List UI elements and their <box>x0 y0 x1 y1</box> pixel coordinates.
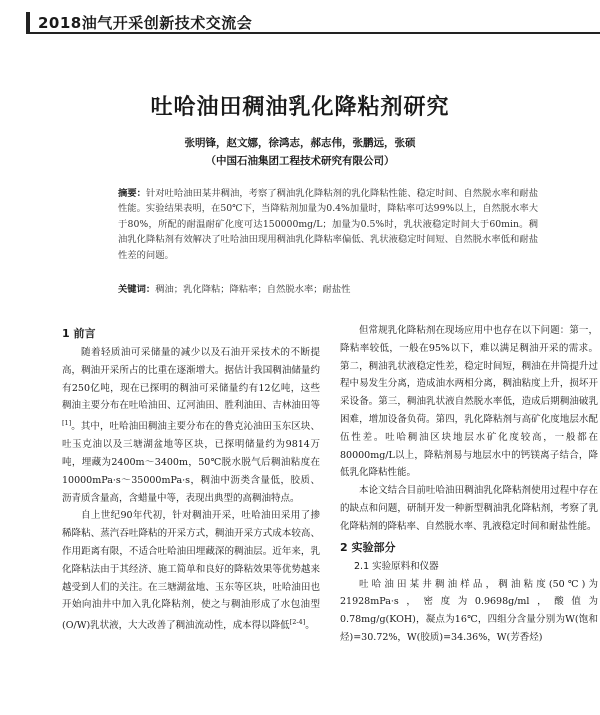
paragraph-5: 吐哈油田某井稠油样品，稠油粘度(50℃)为21928mPa·s，密度为0.9698g/ml，酸值为0.78mg/g(KOH)，凝点为16℃，四组分含量分别为W(饱和烃)=30.72%，W(胶质)=34.36%，W(芳香烃) <box>340 578 598 643</box>
abstract <box>118 186 538 263</box>
keywords-label: 关键词： <box>118 284 156 295</box>
paper-affiliation: （中国石油集团工程技术研究有限公司） <box>205 155 395 167</box>
paragraph-2-text: 自上世纪90年代初，针对稠油开采，吐哈油田采用了掺稀降粘、蒸汽吞吐降粘的开采方式，稠油开采方式成本较高、作用距离有限，不适合吐哈油田埋藏深的稠油层。近年来，乳化降粘法由于其经济、施工简单和良好的降粘效果等优势越来越受到人们的关注。在三塘湖盆地、玉东等区块，吐哈油田也开始向油井中加入乳化降粘剂，使之与稠油形成了水包油型(O/W)乳状液，大大改善了稠油流动性，成本得以降低 <box>62 510 320 632</box>
header-text: 2018油气开采创新技术交流会 <box>38 14 253 32</box>
paragraph-1 <box>62 344 320 507</box>
section-1-heading: 1 前言 <box>62 327 96 340</box>
paragraph-4: 本论文结合目前吐哈油田稠油乳化降粘剂使用过程中存在的缺点和问题，研制开发一种新型稠油乳化降粘剂，考察了乳化降粘剂的降粘率、自然脱水率、乳液稳定时间和耐盐性能。 <box>340 485 598 532</box>
paragraph-2 <box>62 507 320 635</box>
paragraph-2-end: 。 <box>305 620 315 632</box>
paragraph-1-text: 随着轻质油可采储量的减少以及石油开采技术的不断提高，稠油开采所占的比重在逐渐增大。据估计我国稠油储量约有250亿吨，现在已探明的稠油可采储量约有12亿吨，这些稠油主要分布在吐哈油田、辽河油田、胜利油田、吉林油田等 <box>62 347 320 412</box>
running-header <box>0 6 600 34</box>
section-2-heading: 2 实验部分 <box>340 540 396 554</box>
section-2-1-heading: 2.1 实验原料和仪器 <box>354 560 439 572</box>
abstract-label: 摘要： <box>118 188 147 199</box>
keywords <box>118 282 538 297</box>
left-column <box>62 322 320 635</box>
citation-1: [1] <box>62 419 72 428</box>
right-column <box>340 322 598 647</box>
citation-2: [2-4] <box>289 618 306 627</box>
paper-title: 吐哈油田稠油乳化降粘剂研究 <box>150 95 450 120</box>
header-mark <box>26 12 30 32</box>
header-rule <box>26 32 600 34</box>
paragraph-1-rest: 。其中，吐哈油田稠油主要分布在的鲁克沁油田玉东区块、吐玉克油以及三塘湖盆地等区块，已探明储量约为9814万吨，埋藏为2400m～3400m，50℃脱水脱气后稠油粘度在10000mPa·s～35000mPa·s，稠油中沥类含量低，胶质、沥青质含量高，含蜡量中等，表现出典型的高稠油特点。 <box>62 421 320 504</box>
abstract-text: 针对吐哈油田某井稠油，考察了稠油乳化降粘剂的乳化降粘性能、稳定时间、自然脱水率和耐盐性能。实验结果表明，在50℃下，当降粘剂加量为0.4%加量时，降粘率可达99%以上，自然脱水率大于80%，所配的耐温耐矿化度可达150000mg/L；加量为0.5%时，乳状液稳定时间大于60min。稠油乳化降粘剂有效解决了吐哈油田现用稠油乳化降粘率偏低、乳状液稳定时间短、自然脱水率低和耐盐性差的问题。 <box>118 188 538 261</box>
paper-authors: 张明锋，赵文娜，徐鸿志，郝志伟，张鹏远，张硕 <box>184 137 416 149</box>
paragraph-3: 但常规乳化降粘剂在现场应用中也存在以下问题：第一，降粘率较低，一般在95%以下，难以满足稠油开采的需求。第二，稠油乳状液稳定性差，稳定时间短，稠油在井筒提升过程中易发生分离，造成油水两相分离，稠油粘度上升，损坏开采设备。第三，稠油乳状液自然脱水率低，造成后期稠油破乳困难，增加设备负荷。第四，乳化降粘剂与高矿化度地层水配伍性差。吐哈稠油区块地层水矿化度较高，一般都在80000mg/L以上，降粘剂易与地层水中的钙镁离子结合，降低乳化降粘性能。 <box>340 325 598 479</box>
keywords-text: 稠油；乳化降粘；降粘率；自然脱水率；耐盐性 <box>155 284 351 295</box>
